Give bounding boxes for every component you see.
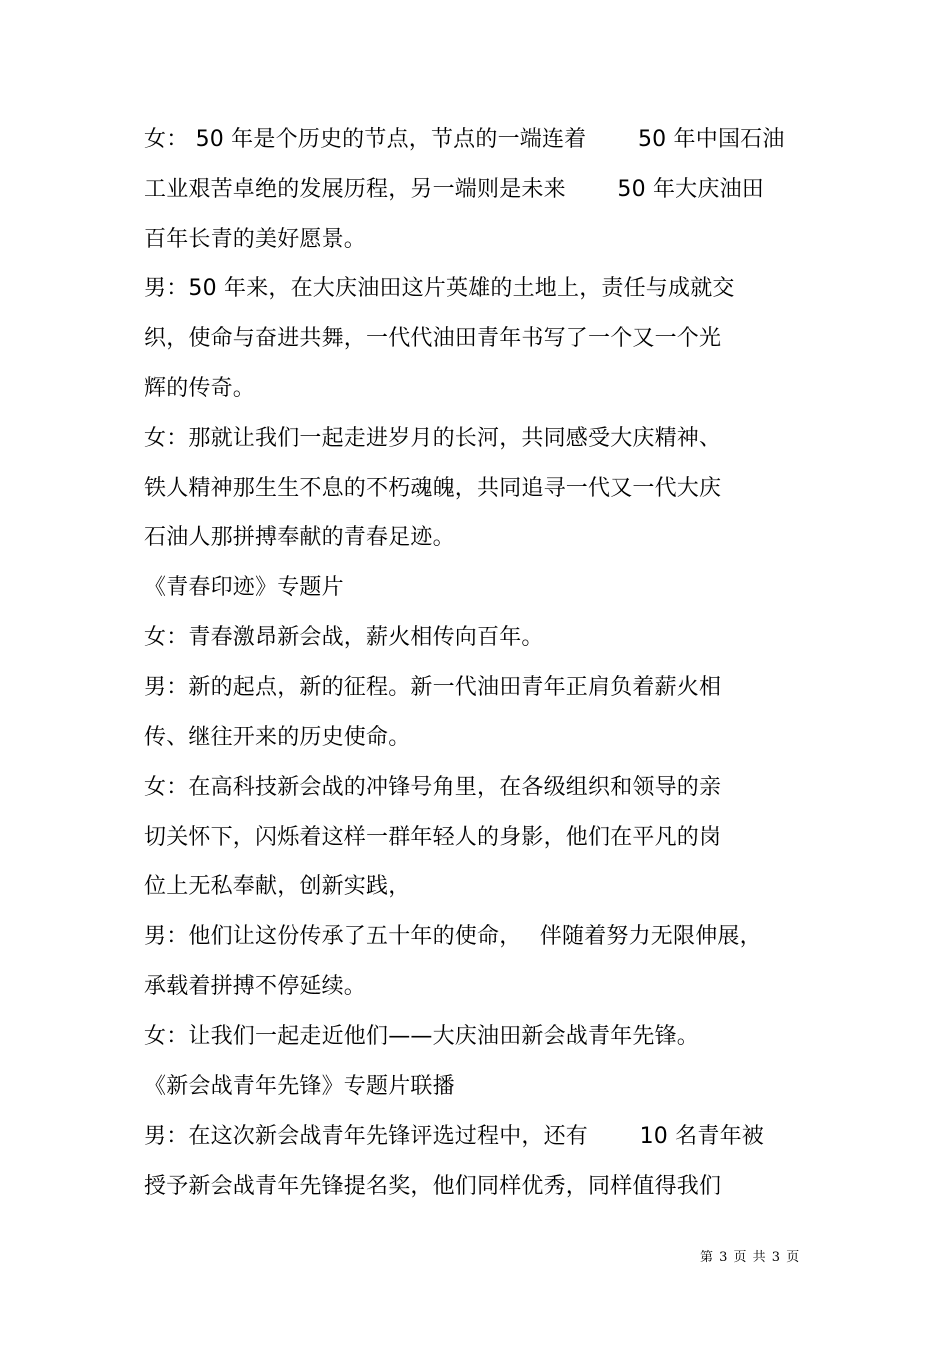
- text-line: 男：新的起点，新的征程。新一代油田青年正肩负着薪火相: [144, 675, 722, 700]
- text-line: 女： 50 年是个历史的节点，节点的一端连着 50 年中国石油: [144, 127, 785, 152]
- text-line: 女：那就让我们一起走进岁月的长河，共同感受大庆精神、: [144, 426, 722, 451]
- text-line: 石油人那拼搏奉献的青春足迹。: [144, 525, 455, 550]
- text-line: 铁人精神那生生不息的不朽魂魄，共同追寻一代又一代大庆: [144, 476, 722, 501]
- text-line: 女：青春激昂新会战，薪火相传向百年。: [144, 625, 544, 650]
- text-line: 授予新会战青年先锋提名奖，他们同样优秀，同样值得我们: [144, 1174, 722, 1199]
- text-line: 百年长青的美好愿景。: [144, 227, 367, 252]
- text-line: 织，使命与奋进共舞，一代代油田青年书写了一个又一个光: [144, 326, 722, 351]
- text-line: 男：他们让这份传承了五十年的使命， 伴随着努力无限伸展，: [144, 924, 762, 949]
- text-line: 承载着拼搏不停延续。: [144, 974, 367, 999]
- text-line: 男：50 年来，在大庆油田这片英雄的土地上，责任与成就交: [144, 276, 735, 301]
- text-line: 辉的传奇。: [144, 376, 256, 401]
- text-line: 切关怀下，闪烁着这样一群年轻人的身影，他们在平凡的岗: [144, 825, 722, 850]
- page-footer: 第 3 页 共 3 页: [700, 1250, 801, 1265]
- text-line: 女：让我们一起走近他们——大庆油田新会战青年先锋。: [144, 1024, 700, 1049]
- text-line: 女：在高科技新会战的冲锋号角里，在各级组织和领导的亲: [144, 775, 722, 800]
- section-title: 《新会战青年先锋》专题片联播: [144, 1074, 455, 1099]
- text-line: 传、继往开来的历史使命。: [144, 725, 411, 750]
- text-line: 位上无私奉献，创新实践，: [144, 874, 411, 899]
- text-line: 工业艰苦卓绝的发展历程，另一端则是未来 50 年大庆油田: [144, 177, 764, 202]
- section-title: 《青春印迹》专题片: [144, 575, 344, 600]
- text-line: 男：在这次新会战青年先锋评选过程中，还有 10 名青年被: [144, 1124, 764, 1149]
